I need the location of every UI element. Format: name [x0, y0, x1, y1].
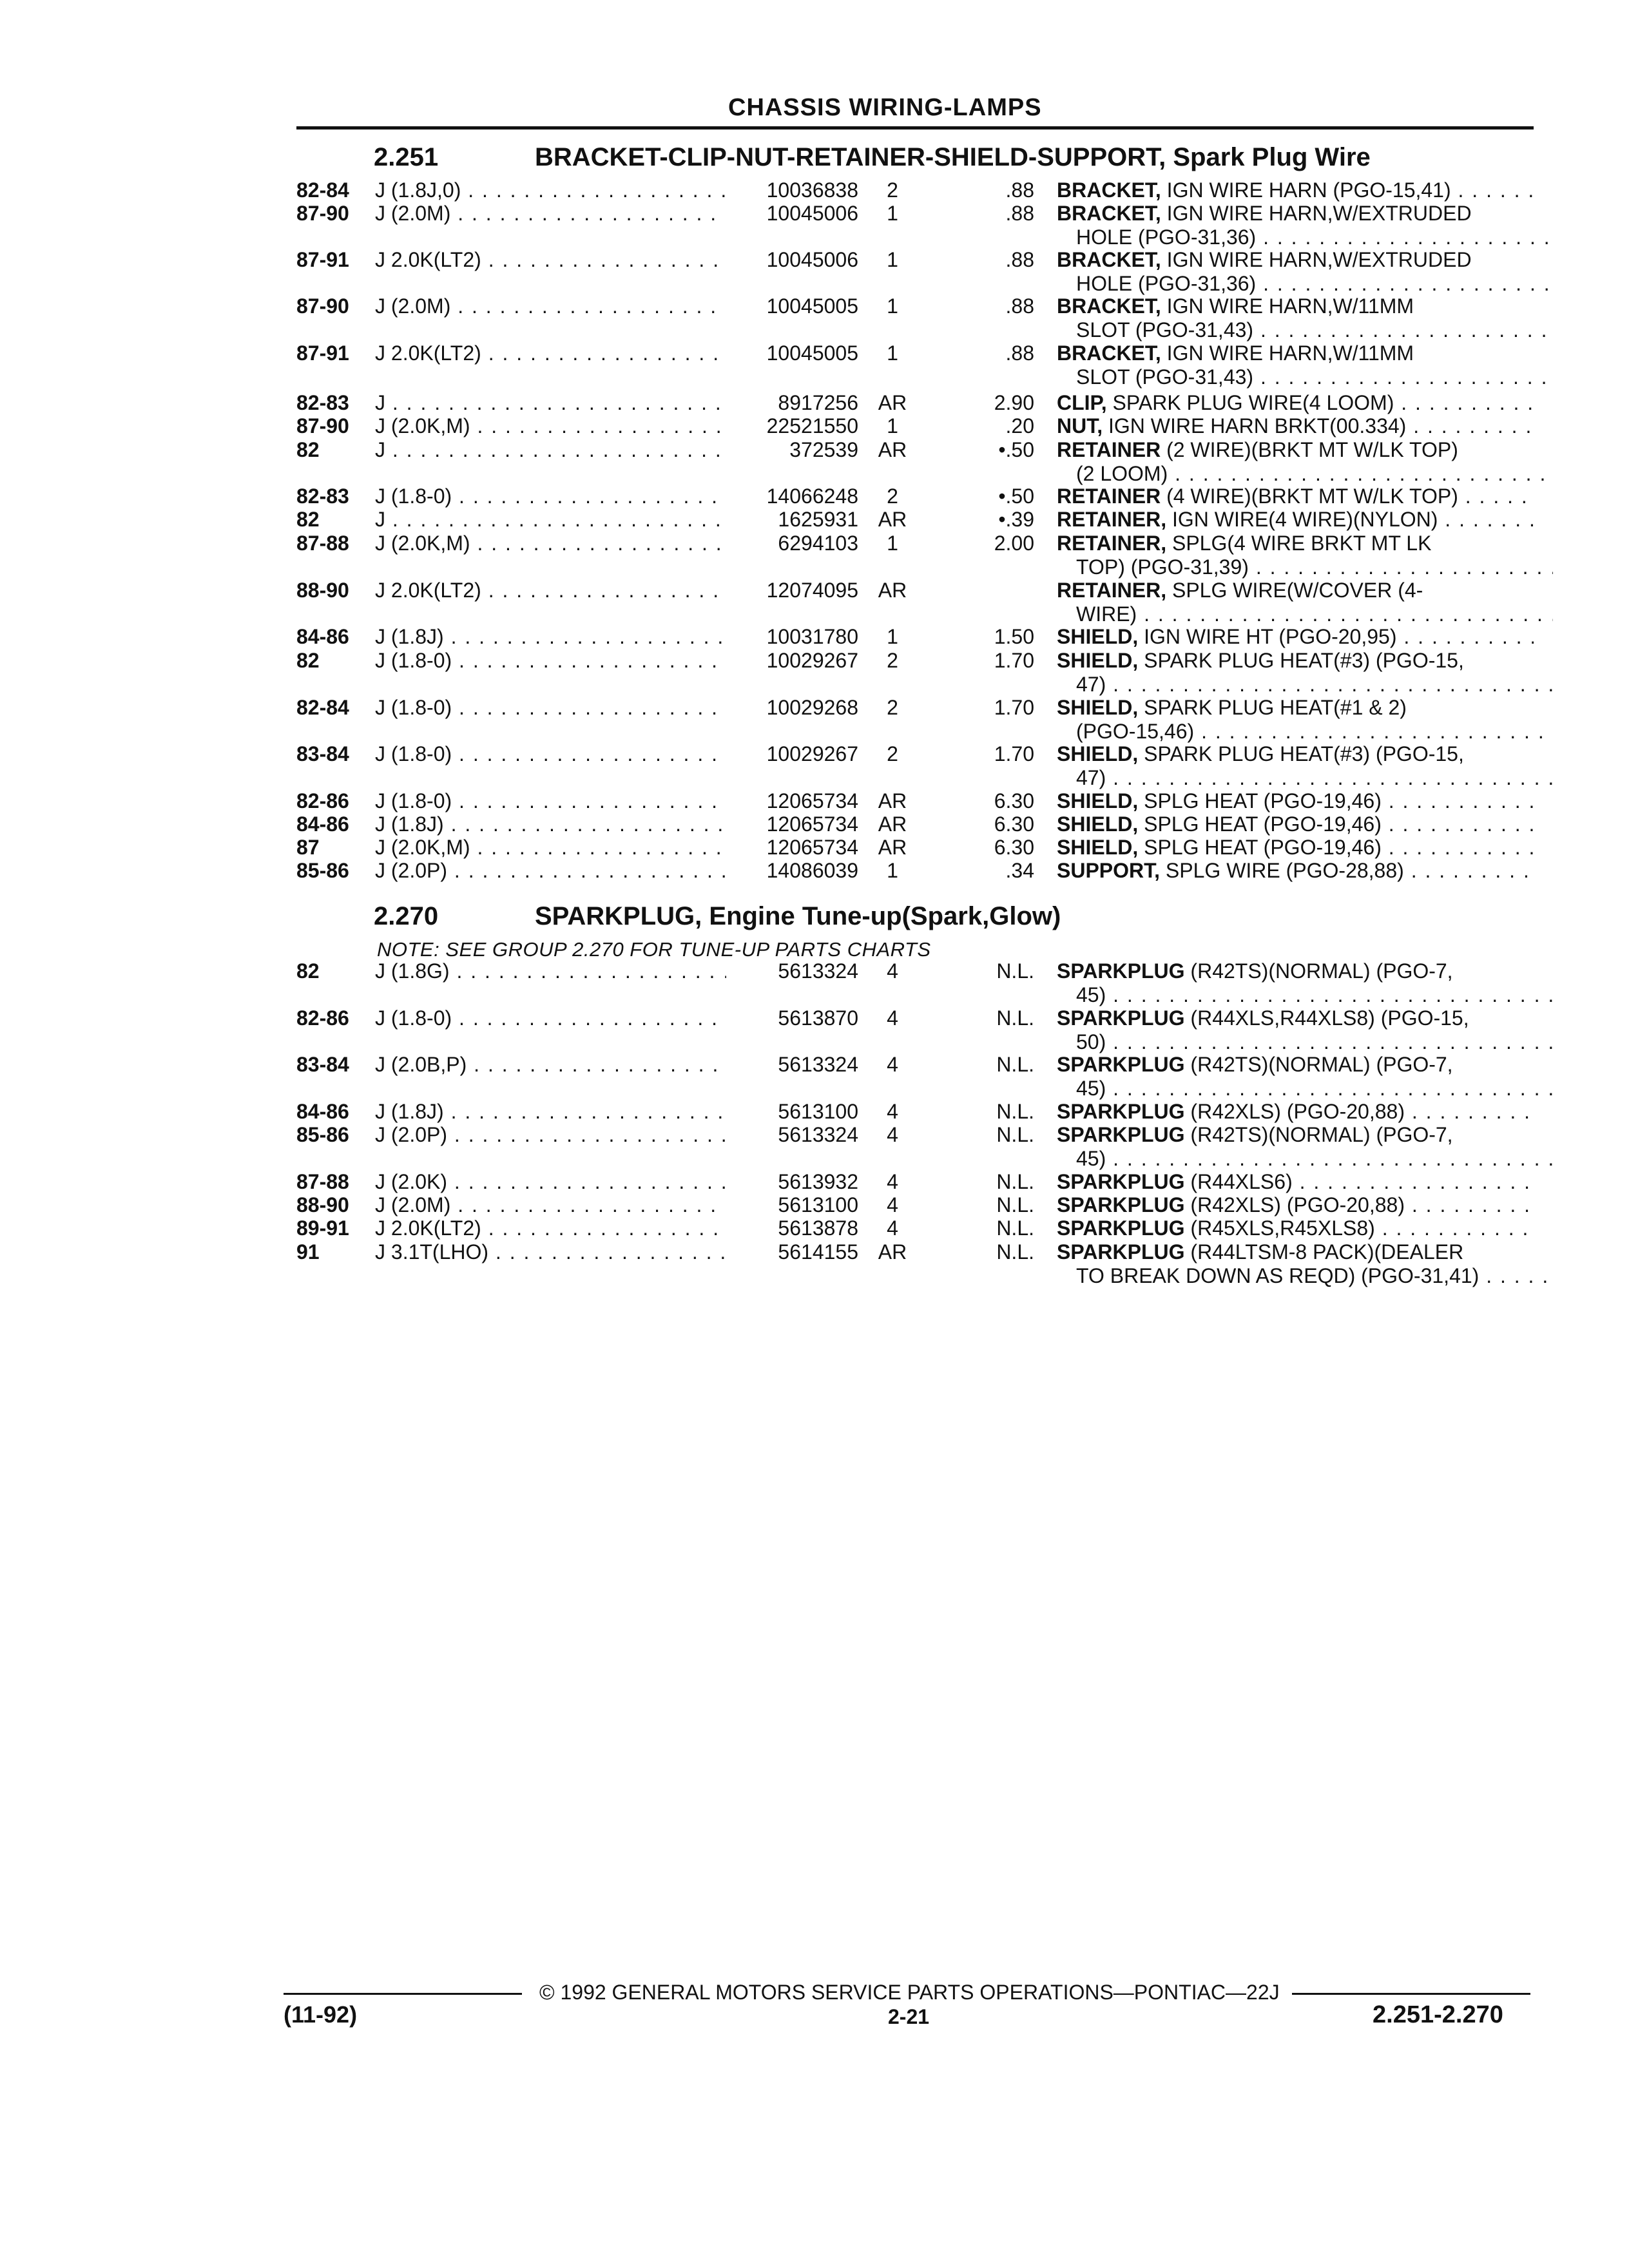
year-range: 87-90 — [296, 202, 349, 225]
quantity: AR — [878, 579, 907, 602]
part-number: 1625931 — [778, 508, 858, 531]
table-row — [0, 341, 1629, 393]
part-number: 10036838 — [766, 178, 858, 202]
description-line — [1057, 1053, 1453, 1077]
table-row — [0, 649, 1629, 700]
description-text: (R44LTSM-8 PACK)(DEALER — [1184, 1240, 1464, 1264]
copyright-notice: © 1992 GENERAL MOTORS SERVICE PARTS OPERATIONS—PONTIAC—22J — [539, 1981, 1280, 2004]
description-text: (R45XLS,R45XLS8) — [1184, 1216, 1375, 1240]
year-range: 84-86 — [296, 812, 349, 836]
year-range: 87-90 — [296, 294, 349, 318]
price: .88 — [1005, 341, 1034, 365]
description-line — [1057, 248, 1472, 272]
quantity: 1 — [887, 625, 898, 648]
description-line — [1057, 1006, 1469, 1030]
model-code: J 2.0K(LT2) . . . — [375, 248, 726, 272]
year-range: 84-86 — [296, 625, 349, 648]
part-number: 5613324 — [778, 959, 858, 983]
description-keyword: SPARKPLUG — [1057, 959, 1185, 983]
description-line — [1057, 1193, 1534, 1217]
description-text: IGN WIRE HARN,W/EXTRUDED — [1161, 248, 1472, 271]
price: .88 — [1005, 178, 1034, 202]
section-note: NOTE: SEE GROUP 2.270 FOR TUNE-UP PARTS CHARTS — [377, 938, 931, 961]
price: 2.90 — [994, 391, 1034, 414]
year-range: 82-84 — [296, 696, 349, 719]
year-range: 87-91 — [296, 248, 349, 271]
quantity: AR — [878, 812, 907, 836]
year-range: 82-86 — [296, 1006, 349, 1030]
description-line — [1057, 649, 1464, 673]
price: 1.70 — [994, 696, 1034, 719]
model-code: J (1.8-0) . . . — [375, 696, 726, 720]
description-line — [1057, 1100, 1534, 1124]
description-line — [1057, 438, 1458, 462]
year-range: 82 — [296, 959, 320, 983]
price: .88 — [1005, 248, 1034, 271]
part-number: 5613870 — [778, 1006, 858, 1030]
section-number: 2.270 — [374, 902, 439, 930]
description-line — [1057, 414, 1534, 438]
table-row — [0, 1053, 1629, 1104]
quantity: 4 — [887, 1216, 898, 1240]
year-range: 87-88 — [296, 532, 349, 555]
description-text: SPLG HEAT (PGO-19,46) — [1138, 789, 1382, 812]
description-keyword: SUPPORT, — [1057, 859, 1161, 882]
price: N.L. — [996, 1123, 1034, 1146]
description-keyword: SHIELD, — [1057, 742, 1139, 765]
description-continuation: HOLE (PGO-31,36) . . . — [1076, 272, 1553, 296]
description-line — [1057, 508, 1534, 532]
quantity: 4 — [887, 1006, 898, 1030]
model-code: J (2.0P) . . . — [375, 1123, 726, 1147]
description-continuation: WIRE) . . . — [1076, 602, 1553, 626]
description-text: SPLG WIRE (PGO-28,88) — [1160, 859, 1404, 882]
description-keyword: RETAINER, — [1057, 532, 1167, 555]
model-code: J (1.8J) . . . — [375, 625, 726, 649]
description-keyword: CLIP, — [1057, 391, 1107, 414]
description-continuation: 47) . . . — [1076, 766, 1553, 790]
description-text: SPARK PLUG WIRE(4 LOOM) — [1106, 391, 1394, 414]
part-number: 12065734 — [766, 836, 858, 859]
model-code: J (1.8J) . . . — [375, 1100, 726, 1124]
part-number: 5613324 — [778, 1123, 858, 1146]
description-line — [1057, 859, 1534, 883]
price: •.39 — [998, 508, 1034, 531]
part-number: 22521550 — [766, 414, 858, 437]
model-code: J . . . — [375, 508, 726, 532]
price: N.L. — [996, 1216, 1034, 1240]
year-range: 82-83 — [296, 391, 349, 414]
year-range: 85-86 — [296, 859, 349, 882]
model-code: J (2.0K,M) . . . — [375, 836, 726, 860]
quantity: AR — [878, 391, 907, 414]
description-line — [1057, 742, 1464, 766]
model-code: J 3.1T(LHO) . . . — [375, 1240, 726, 1264]
description-keyword: SPARKPLUG — [1057, 1053, 1185, 1076]
year-range: 82 — [296, 508, 320, 531]
description-text: SPARK PLUG HEAT(#1 & 2) — [1138, 696, 1407, 719]
description-line — [1057, 485, 1534, 508]
description-text: SPLG HEAT (PGO-19,46) — [1138, 812, 1382, 836]
model-code: J (2.0K,M) . . . — [375, 532, 726, 555]
price: .88 — [1005, 294, 1034, 318]
model-code: J (2.0K) . . . — [375, 1170, 726, 1194]
part-number: 8917256 — [778, 391, 858, 414]
page-number: 2-21 — [888, 2005, 930, 2028]
description-text: IGN WIRE HARN BRKT(00.334) — [1103, 414, 1407, 437]
description-continuation: SLOT (PGO-31,43) . . . — [1076, 318, 1553, 342]
part-number: 5613324 — [778, 1053, 858, 1076]
model-code: J (1.8J) . . . — [375, 812, 726, 836]
price: .88 — [1005, 202, 1034, 225]
description-line — [1057, 1240, 1463, 1264]
description-continuation: 45) . . . — [1076, 1147, 1553, 1171]
year-range: 85-86 — [296, 1123, 349, 1146]
price: N.L. — [996, 1053, 1034, 1076]
description-keyword: SPARKPLUG — [1057, 1193, 1185, 1216]
quantity: 2 — [887, 178, 898, 202]
price: 6.30 — [994, 789, 1034, 812]
description-keyword: BRACKET, — [1057, 178, 1161, 202]
description-continuation: 45) . . . — [1076, 983, 1553, 1007]
description-continuation: HOLE (PGO-31,36) . . . — [1076, 226, 1553, 249]
price: 1.70 — [994, 649, 1034, 672]
price: •.50 — [998, 485, 1034, 508]
part-number: 10029267 — [766, 649, 858, 672]
quantity: 4 — [887, 1123, 898, 1146]
part-number: 5613100 — [778, 1193, 858, 1216]
part-number: 14086039 — [766, 859, 858, 882]
description-keyword: SHIELD, — [1057, 625, 1139, 648]
description-line — [1057, 294, 1414, 318]
year-range: 87 — [296, 836, 320, 859]
quantity: 1 — [887, 294, 898, 318]
description-keyword: SPARKPLUG — [1057, 1123, 1185, 1146]
description-keyword: RETAINER, — [1057, 508, 1167, 531]
year-range: 91 — [296, 1240, 320, 1264]
quantity: 1 — [887, 414, 898, 437]
model-code: J (2.0K,M) . . . — [375, 414, 726, 438]
quantity: 1 — [887, 248, 898, 271]
part-number: 12065734 — [766, 789, 858, 812]
part-number: 10031780 — [766, 625, 858, 648]
quantity: 1 — [887, 859, 898, 882]
model-code: J (1.8G) . . . — [375, 959, 726, 983]
footer-rule-right — [1292, 1993, 1530, 1995]
description-text: (R44XLS,R44XLS8) (PGO-15, — [1184, 1006, 1469, 1030]
description-continuation: 50) . . . — [1076, 1030, 1553, 1054]
year-range: 87-88 — [296, 1170, 349, 1193]
quantity: 2 — [887, 696, 898, 719]
description-text: (R42TS)(NORMAL) (PGO-7, — [1184, 1053, 1453, 1076]
quantity: 2 — [887, 649, 898, 672]
description-keyword: SHIELD, — [1057, 812, 1139, 836]
description-text: IGN WIRE(4 WIRE)(NYLON) — [1166, 508, 1438, 531]
description-text: (R42TS)(NORMAL) (PGO-7, — [1184, 1123, 1453, 1146]
description-line — [1057, 836, 1534, 860]
part-number: 12074095 — [766, 579, 858, 602]
description-keyword: NUT, — [1057, 414, 1103, 437]
description-keyword: SPARKPLUG — [1057, 1240, 1185, 1264]
description-line — [1057, 579, 1423, 602]
price: N.L. — [996, 1006, 1034, 1030]
description-keyword: SHIELD, — [1057, 649, 1139, 672]
revision-date: (11-92) — [284, 2001, 358, 2028]
description-line — [1057, 1216, 1534, 1240]
description-line — [1057, 625, 1534, 649]
description-line — [1057, 202, 1472, 226]
model-code: J (1.8-0) . . . — [375, 742, 726, 766]
table-row — [0, 248, 1629, 300]
price: 1.70 — [994, 742, 1034, 765]
model-code: J 2.0K(LT2) . . . — [375, 1216, 726, 1240]
price: .20 — [1005, 414, 1034, 437]
part-number: 5613932 — [778, 1170, 858, 1193]
year-range: 82 — [296, 438, 320, 461]
page-header — [296, 94, 1534, 130]
year-range: 88-90 — [296, 579, 349, 602]
description-keyword: BRACKET, — [1057, 248, 1161, 271]
quantity: AR — [878, 1240, 907, 1264]
description-text: SPLG HEAT (PGO-19,46) — [1138, 836, 1382, 859]
quantity: 4 — [887, 1053, 898, 1076]
model-code: J (1.8-0) . . . — [375, 1006, 726, 1030]
page-title: CHASSIS WIRING-LAMPS — [728, 94, 1042, 121]
description-text: IGN WIRE HARN,W/EXTRUDED — [1161, 202, 1472, 225]
model-code: J (1.8-0) . . . — [375, 789, 726, 813]
model-code: J (1.8-0) . . . — [375, 485, 726, 508]
table-row — [0, 696, 1629, 747]
description-keyword: RETAINER — [1057, 438, 1161, 461]
description-keyword: SHIELD, — [1057, 836, 1139, 859]
quantity: 1 — [887, 341, 898, 365]
price: 2.00 — [994, 532, 1034, 555]
description-line — [1057, 1123, 1453, 1147]
description-continuation: (PGO-15,46) . . . — [1076, 720, 1553, 744]
section-name: SPARKPLUG, Engine Tune-up(Spark,Glow) — [535, 902, 1061, 930]
description-line — [1057, 1170, 1534, 1194]
description-text: IGN WIRE HT (PGO-20,95) — [1138, 625, 1397, 648]
price: .34 — [1005, 859, 1034, 882]
quantity: 4 — [887, 1170, 898, 1193]
year-range: 83-84 — [296, 1053, 349, 1076]
description-continuation: SLOT (PGO-31,43) . . . — [1076, 365, 1553, 389]
model-code: J (2.0M) . . . — [375, 1193, 726, 1217]
quantity: 2 — [887, 742, 898, 765]
table-row — [0, 1006, 1629, 1058]
description-line — [1057, 391, 1534, 415]
description-text: (R42XLS) (PGO-20,88) — [1184, 1100, 1405, 1123]
description-line — [1057, 532, 1431, 555]
description-keyword: SPARKPLUG — [1057, 1170, 1185, 1193]
model-code: J (1.8-0) . . . — [375, 649, 726, 673]
description-keyword: SPARKPLUG — [1057, 1216, 1185, 1240]
description-text: (R42XLS) (PGO-20,88) — [1184, 1193, 1405, 1216]
price: N.L. — [996, 1100, 1034, 1123]
description-text: IGN WIRE HARN (PGO-15,41) — [1161, 178, 1451, 202]
year-range: 88-90 — [296, 1193, 349, 1216]
description-text: (4 WIRE)(BRKT MT W/LK TOP) — [1161, 485, 1458, 508]
year-range: 84-86 — [296, 1100, 349, 1123]
price: 1.50 — [994, 625, 1034, 648]
section-number: 2.251 — [374, 143, 439, 171]
table-row — [0, 959, 1629, 1011]
price: N.L. — [996, 1240, 1034, 1264]
description-keyword: SPARKPLUG — [1057, 1100, 1185, 1123]
description-text: IGN WIRE HARN,W/11MM — [1161, 294, 1414, 318]
section-name: BRACKET-CLIP-NUT-RETAINER-SHIELD-SUPPORT, Spark Plug Wire — [535, 143, 1371, 171]
model-code: J (2.0M) . . . — [375, 202, 726, 226]
year-range: 82 — [296, 649, 320, 672]
description-continuation: 47) . . . — [1076, 673, 1553, 697]
part-number: 10045005 — [766, 341, 858, 365]
table-row — [0, 1240, 1629, 1292]
description-continuation: (2 LOOM) . . . — [1076, 462, 1553, 486]
description-continuation: TO BREAK DOWN AS REQD) (PGO-31,41) . . . — [1076, 1264, 1553, 1288]
year-range: 82-83 — [296, 485, 349, 508]
price: 6.30 — [994, 836, 1034, 859]
part-number: 10045005 — [766, 294, 858, 318]
description-text: SPLG(4 WIRE BRKT MT LK — [1166, 532, 1432, 555]
part-number: 5614155 — [778, 1240, 858, 1264]
quantity: 4 — [887, 1193, 898, 1216]
model-code: J 2.0K(LT2) . . . — [375, 341, 726, 365]
model-code: J (2.0P) . . . — [375, 859, 726, 883]
price: N.L. — [996, 1170, 1034, 1193]
description-text: IGN WIRE HARN,W/11MM — [1161, 341, 1414, 365]
price: 6.30 — [994, 812, 1034, 836]
description-line — [1057, 959, 1453, 983]
quantity: AR — [878, 438, 907, 461]
part-number: 6294103 — [778, 532, 858, 555]
table-row — [0, 859, 1629, 910]
part-number: 14066248 — [766, 485, 858, 508]
quantity: AR — [878, 508, 907, 531]
price: •.50 — [998, 438, 1034, 461]
table-row — [0, 202, 1629, 253]
quantity: AR — [878, 789, 907, 812]
part-number: 10029268 — [766, 696, 858, 719]
quantity: 1 — [887, 532, 898, 555]
description-text: SPARK PLUG HEAT(#3) (PGO-15, — [1138, 742, 1464, 765]
description-keyword: RETAINER — [1057, 485, 1161, 508]
quantity: 1 — [887, 202, 898, 225]
description-line — [1057, 178, 1534, 202]
description-continuation: TOP) (PGO-31,39) . . . — [1076, 555, 1553, 579]
table-row — [0, 294, 1629, 346]
description-line — [1057, 789, 1534, 813]
price: N.L. — [996, 1193, 1034, 1216]
part-number: 10029267 — [766, 742, 858, 765]
description-text: (2 WIRE)(BRKT MT W/LK TOP) — [1161, 438, 1458, 461]
year-range: 83-84 — [296, 742, 349, 765]
description-keyword: RETAINER, — [1057, 579, 1167, 602]
table-row — [0, 579, 1629, 630]
table-row — [0, 1123, 1629, 1175]
part-number: 12065734 — [766, 812, 858, 836]
footer-rule-left — [284, 1993, 522, 1995]
model-code: J (2.0M) . . . — [375, 294, 726, 318]
description-text: SPARK PLUG HEAT(#3) (PGO-15, — [1138, 649, 1464, 672]
table-row — [0, 438, 1629, 490]
description-text: (R44XLS6) — [1184, 1170, 1293, 1193]
quantity: AR — [878, 836, 907, 859]
part-number: 5613878 — [778, 1216, 858, 1240]
part-number: 372539 — [789, 438, 858, 461]
description-keyword: SHIELD, — [1057, 696, 1139, 719]
quantity: 2 — [887, 485, 898, 508]
quantity: 4 — [887, 1100, 898, 1123]
year-range: 82-84 — [296, 178, 349, 202]
part-number: 10045006 — [766, 202, 858, 225]
description-continuation: 45) . . . — [1076, 1077, 1553, 1100]
quantity: 4 — [887, 959, 898, 983]
description-line — [1057, 341, 1414, 365]
description-keyword: BRACKET, — [1057, 294, 1161, 318]
year-range: 82-86 — [296, 789, 349, 812]
year-range: 89-91 — [296, 1216, 349, 1240]
model-code: J (2.0B,P) . . . — [375, 1053, 726, 1077]
part-number: 10045006 — [766, 248, 858, 271]
part-number: 5613100 — [778, 1100, 858, 1123]
price: N.L. — [996, 959, 1034, 983]
section-range: 2.251-2.270 — [1373, 2001, 1503, 2028]
year-range: 87-91 — [296, 341, 349, 365]
description-keyword: BRACKET, — [1057, 341, 1161, 365]
description-text: (R42TS)(NORMAL) (PGO-7, — [1184, 959, 1453, 983]
model-code: J . . . — [375, 438, 726, 462]
model-code: J . . . — [375, 391, 726, 415]
description-line — [1057, 812, 1534, 836]
description-keyword: SHIELD, — [1057, 789, 1139, 812]
year-range: 87-90 — [296, 414, 349, 437]
description-keyword: BRACKET, — [1057, 202, 1161, 225]
description-text: SPLG WIRE(W/COVER (4- — [1166, 579, 1423, 602]
table-row — [0, 532, 1629, 583]
description-keyword: SPARKPLUG — [1057, 1006, 1185, 1030]
model-code: J 2.0K(LT2) . . . — [375, 579, 726, 602]
table-row — [0, 742, 1629, 794]
description-line — [1057, 696, 1407, 720]
model-code: J (1.8J,0) . . . — [375, 178, 726, 202]
